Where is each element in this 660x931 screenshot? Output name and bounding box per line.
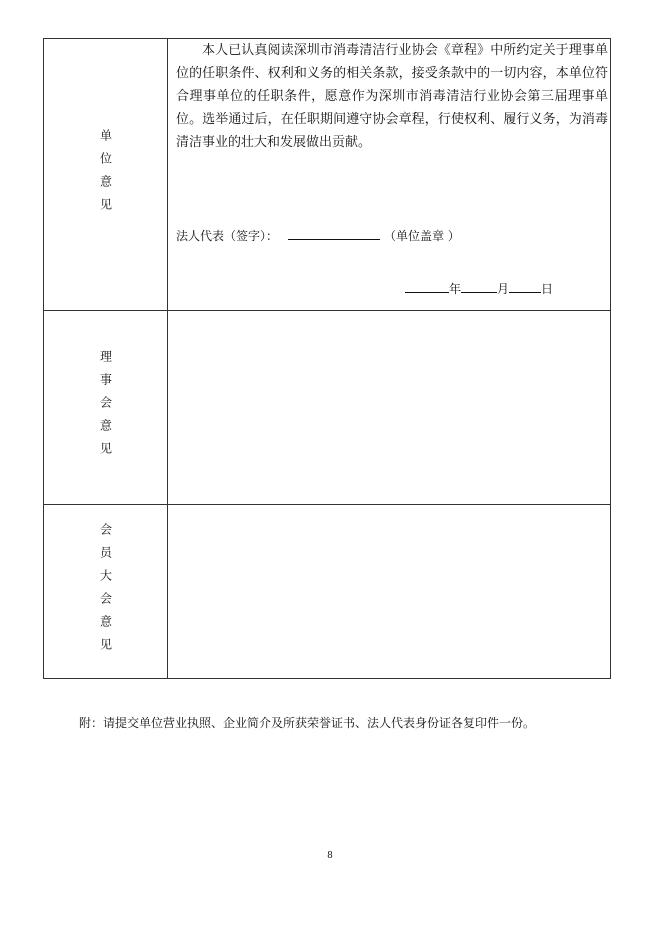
- month-field[interactable]: [461, 280, 497, 293]
- council-opinion-row: [44, 311, 611, 505]
- legal-representative-label: 法人代表（签字）：: [176, 229, 279, 243]
- signature-line: [176, 227, 460, 244]
- unit-opinion-row: [44, 39, 611, 311]
- page-number: 8: [327, 851, 333, 861]
- general-assembly-opinion-field[interactable]: [168, 505, 611, 679]
- general-assembly-opinion-row: [44, 505, 611, 679]
- general-assembly-opinion-label: 会员大会意见: [98, 522, 113, 661]
- year-label: 年: [449, 282, 462, 296]
- unit-opinion-content-cell: [168, 39, 611, 311]
- signature-field[interactable]: [288, 227, 380, 240]
- opinion-form-table: [43, 38, 611, 679]
- general-assembly-opinion-label-cell: [44, 505, 168, 679]
- council-opinion-field[interactable]: [168, 311, 611, 505]
- date-line: [405, 280, 553, 297]
- year-field[interactable]: [405, 280, 449, 293]
- day-label: 日: [541, 282, 554, 296]
- attachment-note: 附：请提交单位营业执照、企业简介及所获荣誉证书、法人代表身份证各复印件一份。: [79, 716, 536, 730]
- day-field[interactable]: [509, 280, 541, 293]
- council-opinion-label-cell: [44, 311, 168, 505]
- unit-opinion-label: 单位意见: [98, 128, 113, 221]
- council-opinion-label: 理事会意见: [98, 350, 113, 465]
- commitment-statement: 本人已认真阅读深圳市消毒清洁行业协会《章程》中所约定关于理事单位的任职条件、权利和义务的相关条款，接受条款中的一切内容，本单位符合理事单位的任职条件，愿意作为深圳市消毒清洁行业协会第三届理事单位。选举通过后，在任职期间遵守协会章程，行使权利、履行义务，为消毒清洁事业的壮大和发展做出贡献。: [176, 43, 608, 150]
- unit-opinion-label-cell: [44, 39, 168, 311]
- unit-seal-label: （单位盖章 ）: [384, 229, 460, 243]
- month-label: 月: [497, 282, 510, 296]
